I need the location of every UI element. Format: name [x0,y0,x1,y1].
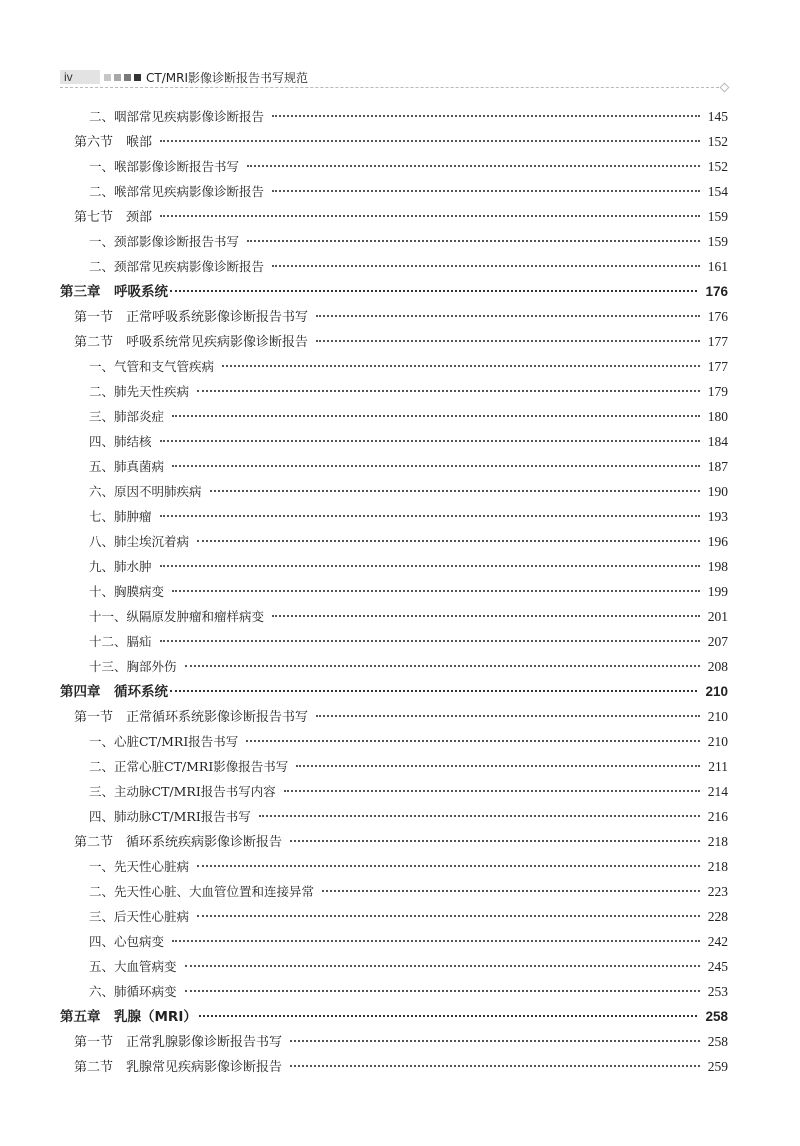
toc-entry-label: 一、喉部影像诊断报告书写 [89,159,240,174]
toc-entry-label: 七、肺肿瘤 [89,509,152,524]
dot-leader [247,165,700,167]
toc-entry-page-number: 242 [707,934,728,949]
toc-entry-page-number: 218 [707,859,728,874]
toc-subsection-entry[interactable] [60,879,728,904]
toc-subsection-entry[interactable] [60,254,728,279]
toc-subsection-entry[interactable] [60,729,728,754]
toc-entry-label: 第五章 乳腺（MRI） [60,1009,197,1025]
toc-subsection-entry[interactable] [60,104,728,129]
toc-entry-label: 六、原因不明肺疾病 [89,484,202,499]
toc-chapter-entry[interactable] [60,279,728,304]
dot-leader [170,690,697,692]
toc-chapter-entry[interactable] [60,1004,728,1029]
dot-leader [222,365,700,367]
toc-section-entry[interactable] [60,204,728,229]
toc-entry-label: 二、咽部常见疾病影像诊断报告 [89,109,265,124]
toc-subsection-entry[interactable] [60,504,728,529]
toc-entry-label: 第四章 循环系统 [60,684,168,700]
toc-section-entry[interactable] [60,829,728,854]
toc-entry-label: 五、肺真菌病 [89,459,165,474]
dot-leader [290,1065,700,1067]
toc-subsection-entry[interactable] [60,379,728,404]
toc-section-entry[interactable] [60,129,728,154]
toc-entry-page-number: 210 [707,709,728,724]
dot-leader [160,515,700,517]
dot-leader [197,915,700,917]
toc-subsection-entry[interactable] [60,654,728,679]
toc-subsection-entry[interactable] [60,904,728,929]
toc-subsection-entry[interactable] [60,354,728,379]
toc-entry-label: 三、后天性心脏病 [89,909,190,924]
toc-entry-page-number: 210 [707,734,728,749]
toc-subsection-entry[interactable] [60,579,728,604]
dot-leader [172,940,700,942]
toc-entry-label: 第二节 循环系统疾病影像诊断报告 [74,835,283,850]
toc-subsection-entry[interactable] [60,979,728,1004]
dot-leader [290,840,700,842]
dot-leader [160,440,700,442]
toc-entry-page-number: 179 [707,384,728,399]
dot-leader [170,290,697,292]
toc-subsection-entry[interactable] [60,554,728,579]
toc-entry-label: 一、颈部影像诊断报告书写 [89,234,240,249]
toc-entry-page-number: 210 [705,684,728,699]
toc-entry-label: 二、颈部常见疾病影像诊断报告 [89,259,265,274]
toc-subsection-entry[interactable] [60,179,728,204]
toc-entry-page-number: 223 [707,884,728,899]
toc-entry-page-number: 187 [707,459,728,474]
toc-entry-page-number: 190 [707,484,728,499]
toc-section-entry[interactable] [60,304,728,329]
toc-entry-page-number: 152 [707,134,728,149]
toc-subsection-entry[interactable] [60,479,728,504]
square-icon [134,74,141,81]
dot-leader [160,140,700,142]
toc-entry-label: 第三章 呼吸系统 [60,284,168,300]
dot-leader [296,765,700,767]
dot-leader [259,815,700,817]
toc-entry-page-number: 218 [707,834,728,849]
dot-leader [316,715,700,717]
square-icon [104,74,111,81]
toc-entry-label: 四、心包病变 [89,934,165,949]
dot-leader [272,265,700,267]
toc-entry-page-number: 211 [708,759,728,774]
toc-subsection-entry[interactable] [60,779,728,804]
toc-entry-label: 二、先天性心脏、大血管位置和连接异常 [89,884,315,899]
toc-entry-label: 第二节 呼吸系统常见疾病影像诊断报告 [74,335,309,350]
dot-leader [272,115,700,117]
toc-subsection-entry[interactable] [60,454,728,479]
dot-leader [290,1040,700,1042]
toc-entry-page-number: 180 [707,409,728,424]
dot-leader [160,640,700,642]
dot-leader [197,865,700,867]
dot-leader [172,590,700,592]
running-header [60,68,730,86]
toc-subsection-entry[interactable] [60,754,728,779]
toc-entry-page-number: 216 [707,809,728,824]
dot-leader [210,490,700,492]
toc-entry-page-number: 184 [707,434,728,449]
toc-entry-label: 第一节 正常乳腺影像诊断报告书写 [74,1035,283,1050]
toc-subsection-entry[interactable] [60,429,728,454]
toc-entry-page-number: 161 [707,259,728,274]
dot-leader [272,615,700,617]
toc-entry-page-number: 196 [707,534,728,549]
toc-entry-label: 第六节 喉部 [74,135,153,150]
toc-entry-label: 五、大血管病变 [89,959,177,974]
dot-leader [185,965,700,967]
toc-entry-page-number: 177 [707,334,728,349]
toc-entry-page-number: 159 [707,234,728,249]
dot-leader [172,415,700,417]
toc-entry-page-number: 253 [707,984,728,999]
toc-entry-page-number: 176 [707,309,728,324]
toc-entry-label: 四、肺动脉CT/MRI报告书写 [89,809,251,824]
book-title: CT/MRI影像诊断报告书写规范 [146,70,308,85]
toc-entry-page-number: 152 [707,159,728,174]
dot-leader [316,315,700,317]
dot-leader [246,740,699,742]
dot-leader [247,240,700,242]
toc-entry-label: 二、正常心脏CT/MRI影像报告书写 [89,759,289,774]
toc-entry-label: 一、心脏CT/MRI报告书写 [89,734,239,749]
toc-entry-page-number: 198 [707,559,728,574]
toc-entry-page-number: 245 [707,959,728,974]
toc-entry-page-number: 193 [707,509,728,524]
toc-entry-label: 九、肺水肿 [89,559,152,574]
toc-section-entry[interactable] [60,1054,728,1079]
dot-leader [199,1015,698,1017]
toc-chapter-entry[interactable] [60,679,728,704]
toc-entry-label: 四、肺结核 [89,434,152,449]
dot-leader [284,790,700,792]
toc-entry-label: 第一节 正常循环系统影像诊断报告书写 [74,710,309,725]
toc-entry-label: 第一节 正常呼吸系统影像诊断报告书写 [74,310,309,325]
dot-leader [172,465,700,467]
toc-entry-page-number: 258 [707,1034,728,1049]
toc-entry-page-number: 154 [707,184,728,199]
toc-entry-label: 八、肺尘埃沉着病 [89,534,190,549]
toc-entry-label: 一、气管和支气管疾病 [89,359,215,374]
toc-entry-page-number: 259 [707,1059,728,1074]
toc-subsection-entry[interactable] [60,854,728,879]
toc-entry-label: 二、喉部常见疾病影像诊断报告 [89,184,265,199]
toc-subsection-entry[interactable] [60,404,728,429]
toc-entry-page-number: 176 [705,284,728,299]
toc-subsection-entry[interactable] [60,604,728,629]
toc-entry-page-number: 207 [707,634,728,649]
toc-entry-page-number: 201 [707,609,728,624]
square-icon [114,74,121,81]
dot-leader [185,665,700,667]
page-number: iv [60,70,100,84]
toc-section-entry[interactable] [60,704,728,729]
toc-entry-page-number: 177 [707,359,728,374]
toc-entry-label: 十一、纵隔原发肿瘤和瘤样病变 [89,609,265,624]
toc-entry-page-number: 208 [707,659,728,674]
toc-entry-page-number: 214 [707,784,728,799]
toc-section-entry[interactable] [60,1029,728,1054]
toc-subsection-entry[interactable] [60,929,728,954]
dot-leader [185,990,700,992]
toc-subsection-entry[interactable] [60,229,728,254]
dot-leader [160,215,700,217]
toc-entry-page-number: 199 [707,584,728,599]
dot-leader [322,890,700,892]
header-decoration-squares [104,74,144,81]
table-of-contents [60,104,728,1079]
toc-entry-label: 六、肺循环病变 [89,984,177,999]
toc-entry-page-number: 228 [707,909,728,924]
toc-subsection-entry[interactable] [60,954,728,979]
toc-subsection-entry[interactable] [60,154,728,179]
header-divider [60,87,724,88]
square-icon [124,74,131,81]
toc-entry-label: 一、先天性心脏病 [89,859,190,874]
toc-subsection-entry[interactable] [60,529,728,554]
toc-entry-label: 十二、膈疝 [89,634,152,649]
toc-entry-label: 第七节 颈部 [74,210,153,225]
toc-subsection-entry[interactable] [60,629,728,654]
toc-entry-label: 十三、胸部外伤 [89,659,177,674]
dot-leader [197,540,700,542]
dot-leader [272,190,700,192]
toc-entry-label: 十、胸膜病变 [89,584,165,599]
toc-entry-label: 第二节 乳腺常见疾病影像诊断报告 [74,1060,283,1075]
dot-leader [197,390,700,392]
toc-entry-page-number: 145 [707,109,728,124]
toc-entry-label: 三、主动脉CT/MRI报告书写内容 [89,784,276,799]
toc-entry-label: 二、肺先天性疾病 [89,384,190,399]
toc-section-entry[interactable] [60,329,728,354]
dot-leader [160,565,700,567]
toc-subsection-entry[interactable] [60,804,728,829]
toc-entry-label: 三、肺部炎症 [89,409,165,424]
toc-entry-page-number: 258 [705,1009,728,1024]
toc-entry-page-number: 159 [707,209,728,224]
dot-leader [316,340,700,342]
